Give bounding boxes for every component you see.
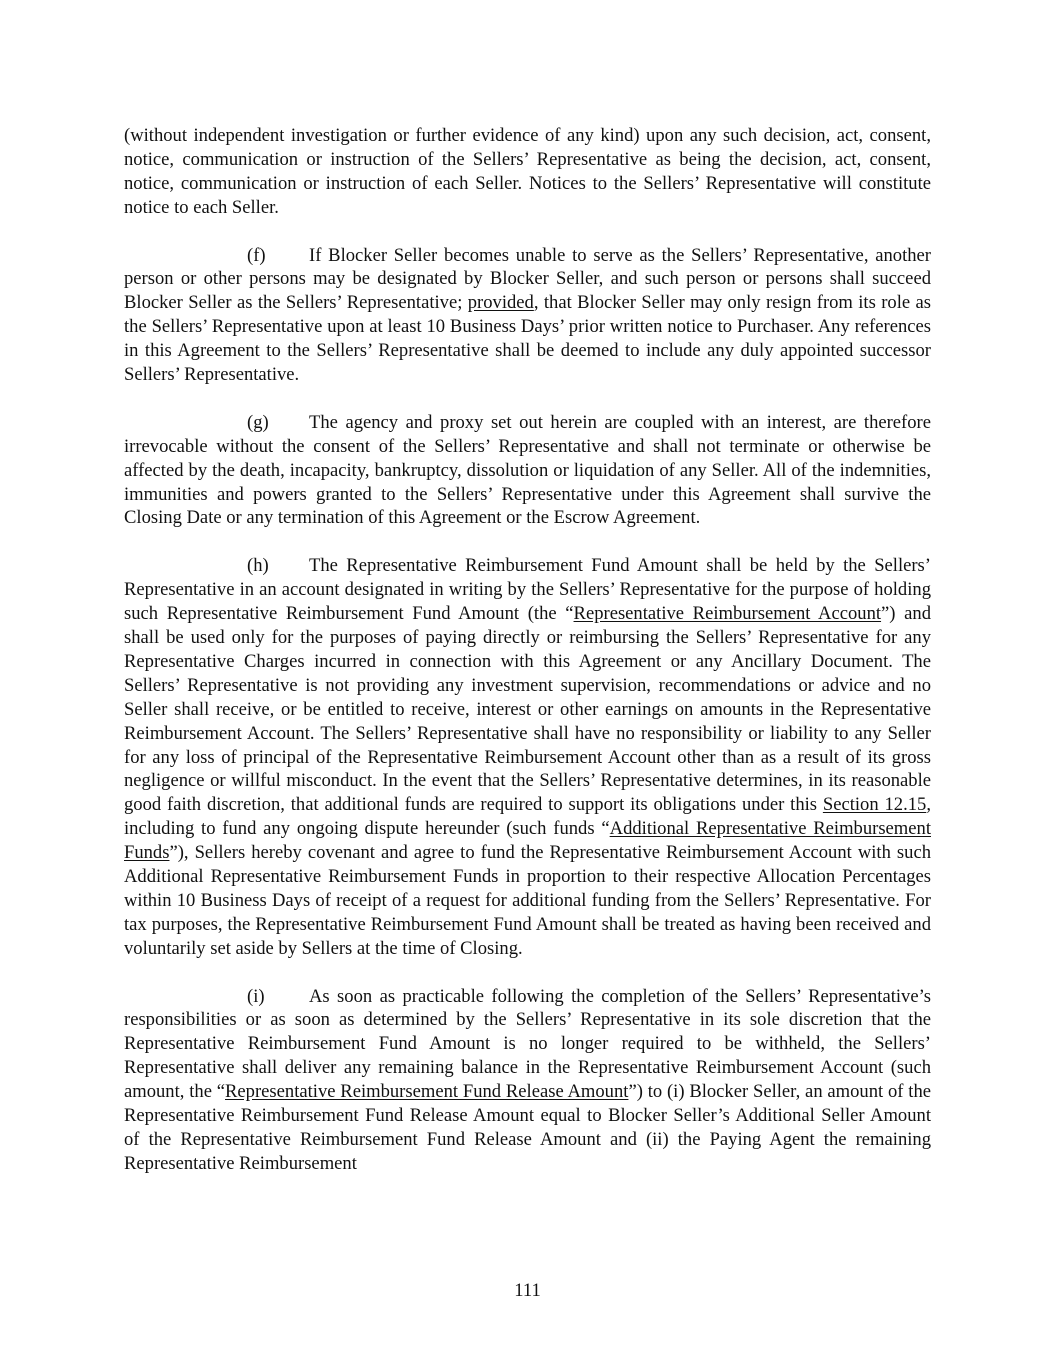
paragraph-text: ”) to (i) Blocker Seller, an amount of the Representative Reimbursement Fund Release Amount equal to Blocker Seller’s Additional Seller Amount of the Representative Reimbursement Fund Release Amount and (ii) the Paying Agent the remaining Representative Reimbursement (124, 1081, 932, 1174)
section-reference: Section 12.15 (822, 794, 927, 816)
underlined-term: provided (467, 292, 534, 314)
paragraph-label: (h) (247, 555, 269, 577)
paragraph-text: The agency and proxy set out herein are coupled with an interest, are therefore irrevocable without the consent of the Sellers’ Representative and shall not terminate or otherwise be affected by the death, incapacity, bankruptcy, dissolution or liquidation of any Seller. All of the indemnities, immunities and powers granted to the Sellers’ Representative under this Agreement shall survive the Closing Date or any termination of this Agreement or the Escrow Agreement. (124, 411, 931, 529)
paragraph-label: (i) (247, 985, 265, 1007)
paragraph-text: ”) and shall be used only for the purposes of paying directly or reimbursing the Sellers’ Representative for any Representative Charges incurred in connection with this Agreement or any Ancillary Document. The Sellers’ Representative is not providing any investment supervision, recommendations or advice and no Seller shall receive, or be entitled to receive, interest or other earnings on amounts in the Representative Reimbursement Account. The Sellers’ Representative shall have no responsibility or liability to any Seller for any loss of principal of the Representative Reimbursement Account other than as a result of its gross negligence or willful misconduct. In the event that the Sellers’ Representative determines, in its reasonable good faith discretion, that additional funds are required to support its obligations under this (124, 603, 931, 816)
defined-term-additional-funds: Additional Representative Reimbursement Funds (124, 818, 931, 864)
paragraph-continuation (124, 124, 931, 220)
paragraph-label: (g) (247, 411, 269, 433)
paragraph-f (124, 244, 931, 387)
paragraph-text: , that Blocker Seller may only resign from its role as the Sellers’ Representative upon at least 10 Business Days’ prior written notice to Purchaser. Any references in this Agreement to the Sellers’ Representative shall be deemed to include any duly appointed successor Sellers’ Representative. (124, 292, 931, 386)
paragraph-g (124, 411, 931, 531)
defined-term-representative-reimbursement-account: Representative Reimbursement Account (573, 603, 882, 625)
defined-term-release-amount: Representative Reimbursement Fund Release Amount (225, 1081, 629, 1103)
page-number: 111 (514, 1280, 541, 1301)
paragraph-i (124, 985, 931, 1176)
paragraph-text: (without independent investigation or further evidence of any kind) upon any such decision, act, consent, notice, communication or instruction of the Sellers’ Representative as being the decision, act, consent, notice, communication or instruction of each Seller. Notices to the Sellers’ Representative will constitute notice to each Seller. (124, 125, 931, 218)
paragraph-text: , including to fund any ongoing dispute hereunder (such funds “ (124, 794, 931, 840)
paragraph-text: ”), Sellers hereby covenant and agree to fund the Representative Reimbursement Account with such Additional Representative Reimbursement Funds in proportion to their respective Allocation Percentages within 10 Business Days of receipt of a request for additional funding from the Sellers’ Representative. For tax purposes, the Representative Reimbursement Fund Amount shall be treated as having been received and voluntarily set aside by Sellers at the time of Closing. (124, 842, 931, 959)
paragraph-label: (f) (247, 244, 266, 266)
paragraph-text: If Blocker Seller becomes unable to serve as the Sellers’ Representative, another person or other persons may be designated by Blocker Seller, and such person or persons shall succeed Blocker Seller as the Sellers’ Representative; (124, 244, 931, 314)
paragraph-text: The Representative Reimbursement Fund Amount shall be held by the Sellers’ Representative in an account designated in writing by the Sellers’ Representative for the purpose of holding such Representative Reimbursement Fund Amount (the “ (124, 555, 931, 625)
paragraph-text: As soon as practicable following the completion of the Sellers’ Representative’s responsibilities or as soon as determined by the Sellers’ Representative in its sole discretion that the Representative Reimbursement Fund Amount is no longer required to be withheld, the Sellers’ Representative shall deliver any remaining balance in the Representative Reimbursement Account (such amount, the “ (124, 985, 931, 1103)
document-page (124, 124, 931, 1200)
paragraph-h (124, 554, 931, 960)
